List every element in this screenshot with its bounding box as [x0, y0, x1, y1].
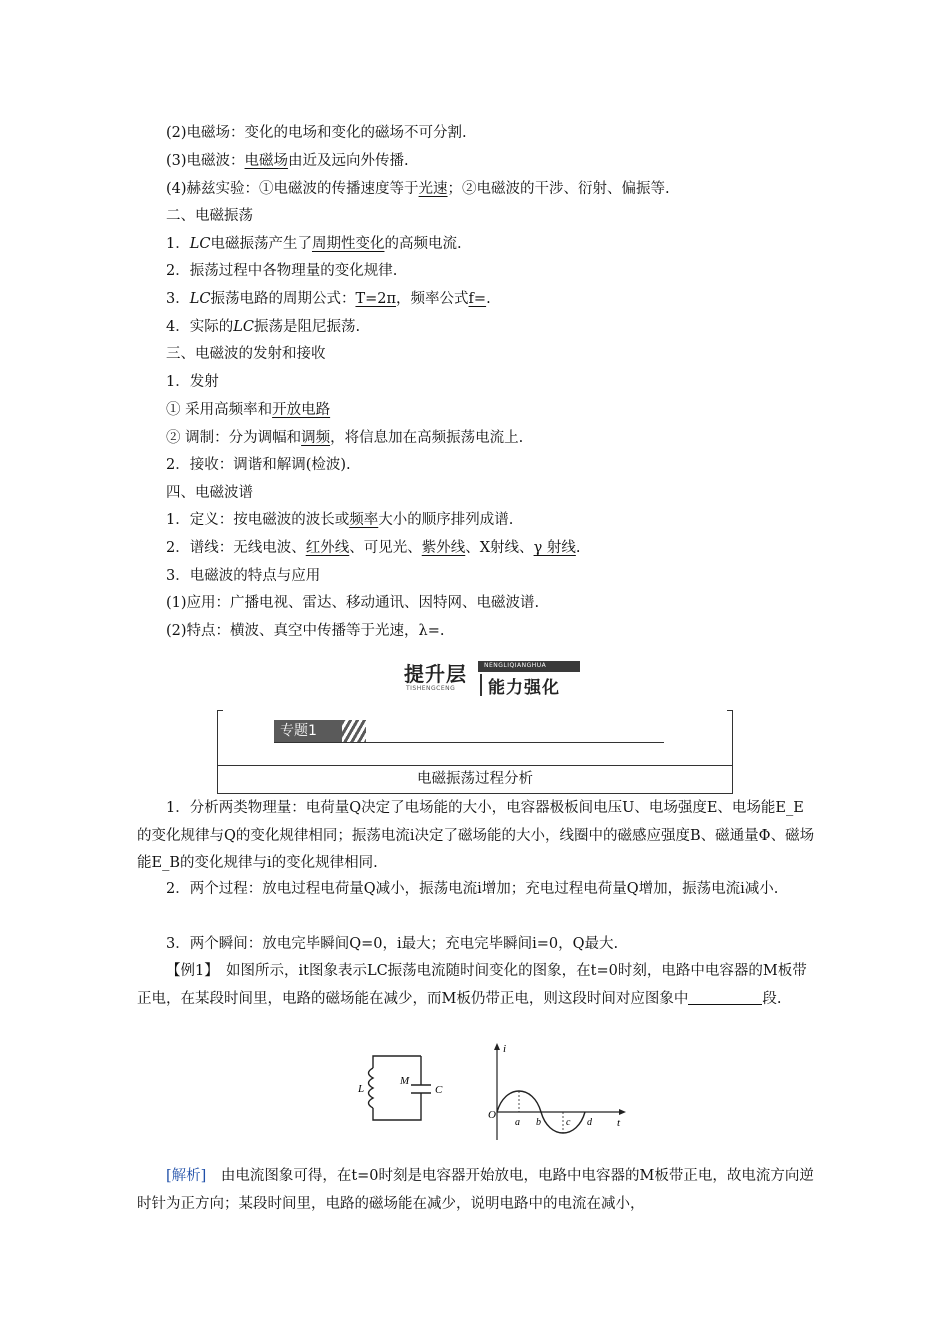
i-t-graph	[488, 1043, 626, 1140]
section-heading: 四、电磁波谱	[166, 485, 253, 501]
box-border	[727, 710, 733, 711]
topic-rule	[274, 742, 664, 743]
solution-tag: [解析]	[166, 1168, 207, 1184]
topic-box	[217, 710, 733, 794]
text-line: 3．LC振荡电路的周期公式：T=2π，频率公式f=.	[166, 291, 491, 307]
paragraph	[137, 876, 817, 904]
section-heading: 二、电磁振荡	[166, 208, 253, 224]
text-line: 2．谱线：无线电波、红外线、可见光、紫外线、X射线、γ 射线.	[166, 540, 581, 556]
lc-circuit-diagram	[369, 1056, 432, 1120]
t-axis-label: t	[617, 1117, 621, 1129]
text-line: (2)特点：横波、真空中传播等于光速，λ=.	[166, 623, 445, 639]
banner-pinyin: TISHENGCENG	[406, 685, 456, 692]
topic-tag: 专题1	[274, 720, 342, 742]
t-axis-arrow	[619, 1109, 626, 1115]
label-c: C	[435, 1084, 443, 1096]
paragraph	[137, 931, 817, 959]
inductor-coil	[369, 1068, 374, 1108]
paragraph	[137, 795, 817, 878]
banner-pinyin-2: NENGLIQIANGHUA	[484, 662, 547, 669]
example-paragraph: 【例1】 如图所示，it图象表示LC振荡电流随时间变化的图象，在t=0时刻，电路中电容器的M板带正电，在某段时间里，电路的磁场能在减少，而M板仍带正电，则这段时间对应图象中 段.	[137, 963, 807, 1007]
text-line: 3．电磁波的特点与应用	[166, 568, 321, 584]
text-line: 2．接收：调谐和解调(检波).	[166, 457, 351, 473]
box-border	[217, 765, 733, 766]
text-line: (1)应用：广播电视、雷达、移动通讯、因特网、电磁波谱.	[166, 595, 540, 611]
solution-paragraph	[137, 1163, 817, 1218]
text-line: 1．发射	[166, 374, 219, 390]
text-line: (3)电磁波：电磁场由近及远向外传播.	[166, 153, 409, 169]
i-axis-label: i	[503, 1043, 507, 1055]
origin-label: O	[488, 1109, 496, 1121]
answer-blank	[688, 990, 762, 1005]
circuit-wire	[373, 1056, 421, 1068]
text-line: 2．振荡过程中各物理量的变化规律.	[166, 263, 398, 279]
paragraph-1-text: 1．分析两类物理量：电荷量Q决定了电场能的大小，电容器极板间电压U、电场强度E、电场能E_E的变化规律与Q的变化规律相同；振荡电流i决定了磁场能的大小，线圈中的磁感应强度B、磁通量Φ、磁场能E_B的变化规律与i的变化规律相同.	[137, 800, 815, 871]
text-line: ① 采用高频率和开放电路	[166, 402, 331, 418]
point-b-label: b	[536, 1117, 541, 1128]
text-line: 1．定义：按电磁波的波长或频率大小的顺序排列成谱.	[166, 512, 514, 528]
text-line: 1．LC电磁振荡产生了周期性变化的高频电流.	[166, 236, 462, 252]
banner-subtitle: 能力强化	[488, 678, 560, 698]
circuit-wire	[373, 1093, 421, 1120]
i-axis-arrow	[494, 1043, 500, 1050]
section-banner	[404, 658, 580, 696]
box-border	[217, 710, 223, 711]
solution-text: 由电流图象可得，在t=0时刻是电容器开始放电，电路中电容器的M板带正电，故电流方向逆时针为正方向；某段时间里，电路的磁场能在减少，说明电路中的电流在减小，	[137, 1168, 814, 1212]
topic-tag-stripes	[342, 720, 366, 742]
topic-title: 电磁振荡过程分析	[417, 771, 533, 787]
banner-title: 提升层	[404, 662, 467, 686]
text-line: ② 调制：分为调幅和调频，将信息加在高频振荡电流上.	[166, 430, 524, 446]
point-c-label: c	[566, 1117, 571, 1128]
point-a-label: a	[515, 1117, 520, 1128]
label-m: M	[400, 1075, 410, 1087]
banner-divider	[480, 674, 482, 696]
text-line: (4)赫兹实验：①电磁波的传播速度等于光速；②电磁波的干涉、衍射、偏振等.	[166, 181, 670, 197]
text-line: (2)电磁场：变化的电场和变化的磁场不可分割.	[166, 125, 467, 141]
example-text: 【例1】 如图所示，it图象表示LC振荡电流随时间变化的图象，在t=0时刻，电路中电容器的M板带正电，在某段时间里，电路的磁场能在减少，而M板仍带正电，则这段时间对应图象中	[137, 963, 807, 1007]
text-line: 4．实际的LC振荡是阻尼振荡.	[166, 319, 361, 335]
paragraph-2-text: 2．两个过程：放电过程电荷量Q减小，振荡电流i增加；充电过程电荷量Q增加，振荡电流i减小.	[166, 881, 779, 897]
box-border	[217, 793, 733, 794]
paragraph-3-text: 3．两个瞬间：放电完毕瞬间Q=0，i最大；充电完毕瞬间i=0，Q最大.	[166, 936, 619, 952]
section-heading: 三、电磁波的发射和接收	[166, 346, 326, 362]
label-l: L	[358, 1083, 365, 1095]
point-d-label: d	[587, 1117, 592, 1128]
lc-circuit-figure	[355, 1040, 635, 1150]
